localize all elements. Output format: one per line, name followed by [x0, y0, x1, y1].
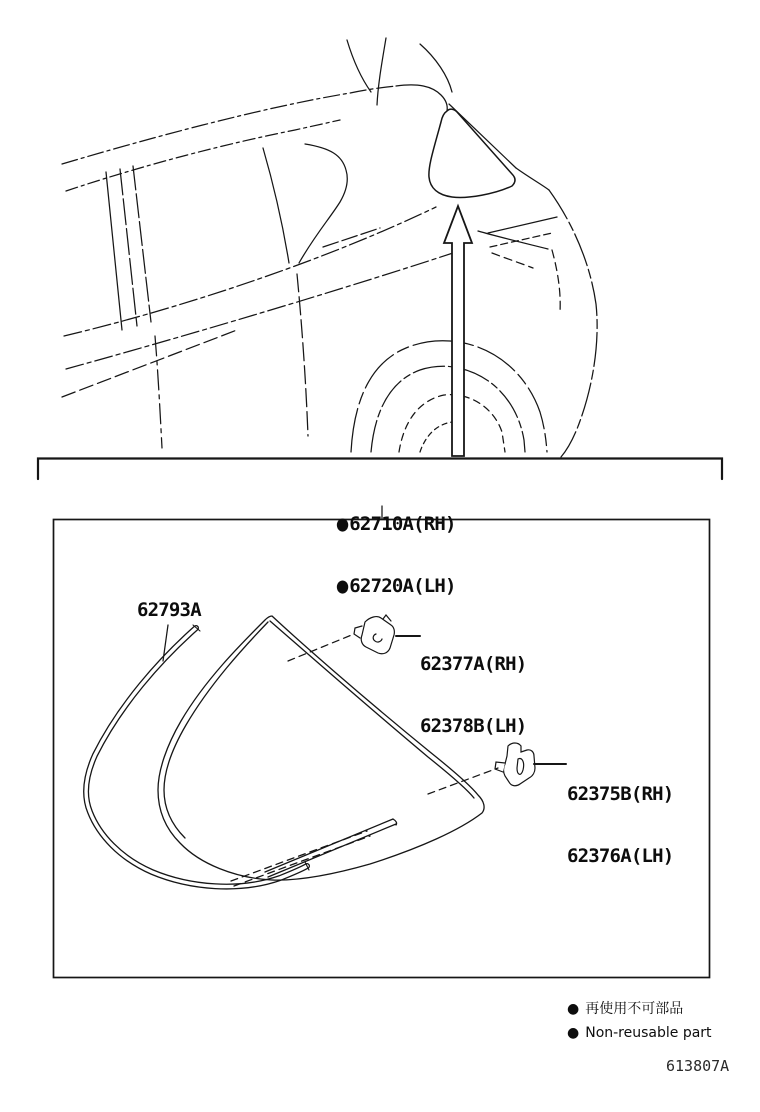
non-reusable-bullet-icon: ● — [336, 513, 349, 535]
clip-upper-part-numbers — [420, 613, 526, 757]
part-number-text: 62720A(LH) — [349, 574, 456, 597]
location-arrow-icon — [444, 206, 472, 456]
figure-code: 613807A — [666, 1057, 730, 1075]
part-number-text: 62710A(RH) — [349, 513, 456, 535]
assembly-part-numbers — [336, 473, 456, 617]
legend-label-en: Non-reusable part — [585, 1025, 712, 1041]
part-number-text: 62378B(LH) — [420, 714, 527, 737]
part-number-line — [336, 576, 456, 597]
legend-label-jp: 再使用不可部品 — [585, 1001, 684, 1017]
moulding-part-number: 62793A — [137, 599, 201, 621]
clip-upper-pointer-dashed — [288, 634, 354, 661]
clip-lower-pointer-dashed — [428, 768, 498, 794]
part-number-text: 62375B(RH) — [567, 783, 674, 805]
legend — [567, 997, 712, 1045]
non-reusable-bullet-icon: ● — [336, 575, 349, 596]
part-number-text: 62376A(LH) — [567, 844, 674, 867]
non-reusable-bullet-icon: ● — [567, 1001, 580, 1017]
non-reusable-bullet-icon: ● — [567, 1025, 580, 1041]
legend-item — [567, 1021, 712, 1045]
glass-printed-band — [231, 819, 397, 886]
part-number-text: 62377A(RH) — [420, 653, 527, 675]
part-number-line — [336, 514, 456, 535]
moulding-drawing — [86, 625, 309, 887]
clip-upper-drawing — [354, 615, 394, 654]
quarter-window-highlight — [429, 109, 515, 197]
legend-item — [567, 997, 712, 1021]
clip-lower-part-numbers — [567, 743, 673, 887]
car-body-outline — [62, 38, 597, 457]
